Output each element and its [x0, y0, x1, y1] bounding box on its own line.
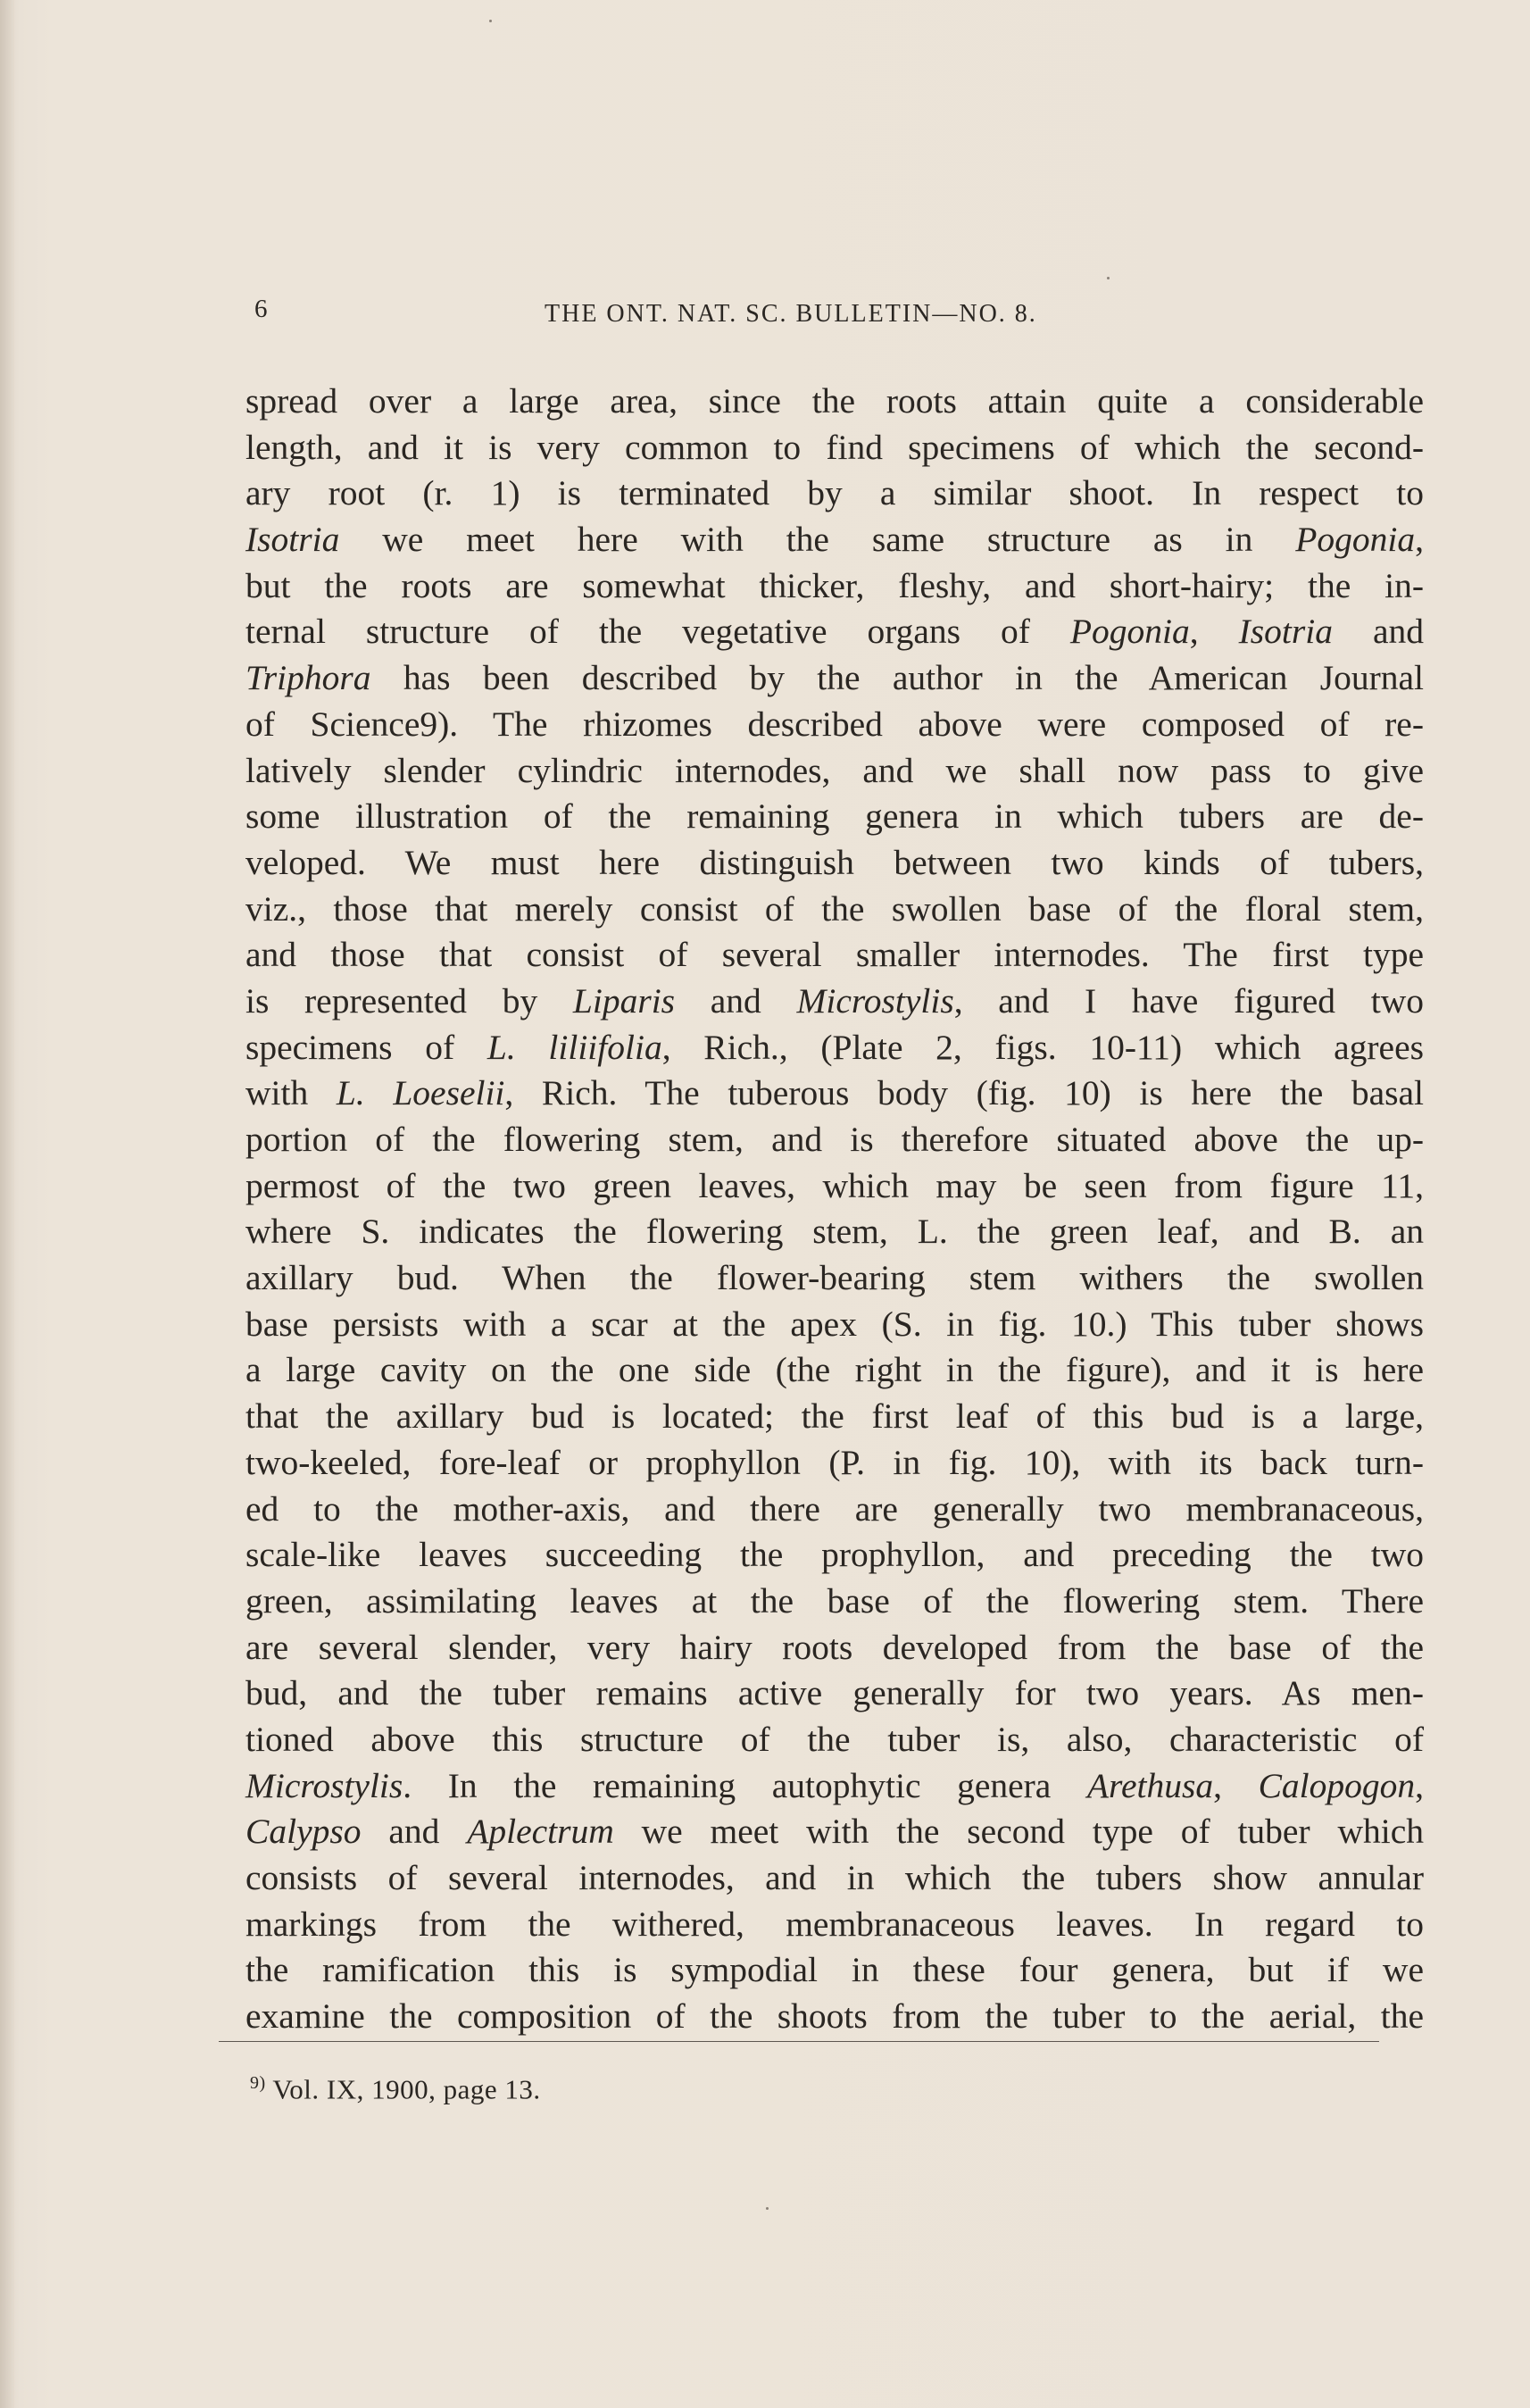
text-line: some illustration of the remaining genera in which tubers are de- — [245, 796, 1424, 837]
text-line: Isotria we meet here with the same structure as in Pogonia, — [245, 520, 1424, 560]
paper-speck — [489, 20, 492, 22]
text-line: where S. indicates the flowering stem, L. the green leaf, and B. an — [245, 1212, 1424, 1252]
text-line: but the roots are somewhat thicker, fleshy, and short-hairy; the in- — [245, 565, 1424, 605]
text-line: permost of the two green leaves, which may be seen from figure 11, — [245, 1165, 1424, 1205]
text-line: are several slender, very hairy roots developed from the base of the — [245, 1627, 1424, 1667]
text-line: veloped. We must here distinguish between two kinds of tubers, — [245, 842, 1424, 882]
text-line: length, and it is very common to find specimens of which the second- — [245, 427, 1424, 467]
text-line: the ramification this is sympodial in these four genera, but if we — [245, 1950, 1424, 1990]
text-line: green, assimilating leaves at the base of the flowering stem. There — [245, 1580, 1424, 1621]
running-head — [254, 295, 1192, 339]
journal-title: THE ONT. NAT. SC. BULLETIN—NO. 8. — [545, 300, 1037, 328]
text-line: base persists with a scar at the apex (S. in fig. 10.) This tuber shows — [245, 1304, 1424, 1344]
footnote — [250, 2073, 541, 2105]
text-line: bud, and the tuber remains active generally for two years. As men- — [245, 1673, 1424, 1713]
text-line: two-keeled, fore-leaf or prophyllon (P. in fig. 10), with its back turn- — [245, 1442, 1424, 1482]
text-line: with L. Loeselii, Rich. The tuberous body (fig. 10) is here the basal — [245, 1073, 1425, 1113]
text-line: Triphora has been described by the author in the American Journal — [245, 658, 1424, 698]
paper-speck — [1107, 277, 1110, 279]
text-line: is represented by Liparis and Microstylis, and I have figured two — [245, 980, 1424, 1021]
page-number: 6 — [254, 295, 268, 323]
footnote-rule — [219, 2041, 1379, 2042]
text-line: ed to the mother-axis, and there are generally two membranaceous, — [245, 1488, 1424, 1529]
text-line: markings from the withered, membranaceous leaves. In regard to — [245, 1904, 1424, 1944]
body-text — [245, 379, 1424, 2040]
text-line: Microstylis. In the remaining autophytic genera Arethusa, Calopogon, — [245, 1765, 1425, 1805]
text-line: viz., those that merely consist of the swollen base of the floral stem, — [245, 888, 1424, 929]
text-line: a large cavity on the one side (the right in the figure), and it is here — [245, 1350, 1424, 1390]
text-line: scale-like leaves succeeding the prophyllon, and preceding the two — [245, 1535, 1424, 1575]
text-line: ternal structure of the vegetative organs of Pogonia, Isotria and — [245, 612, 1424, 652]
text-line: examine the composition of the shoots from the tuber to the aerial, the — [245, 1996, 1424, 2037]
footnote-marker: 9) — [250, 2073, 266, 2093]
text-line: spread over a large area, since the roots attain quite a considerable — [245, 381, 1424, 421]
text-line: and those that consist of several smaller internodes. The first type — [245, 935, 1424, 975]
footnote-text: Vol. IX, 1900, page 13. — [272, 2073, 541, 2105]
text-line: tioned above this structure of the tuber is, also, characteristic of — [245, 1719, 1424, 1759]
paper-speck — [766, 2207, 769, 2210]
text-line: ary root (r. 1) is terminated by a similar shoot. In respect to — [245, 473, 1424, 513]
text-line: latively slender cylindric internodes, and we shall now pass to give — [245, 750, 1424, 790]
text-line: that the axillary bud is located; the first leaf of this bud is a large, — [245, 1396, 1424, 1437]
text-line: portion of the flowering stem, and is therefore situated above the up- — [245, 1120, 1424, 1159]
text-line: axillary bud. When the flower-bearing stem withers the swollen — [245, 1258, 1424, 1298]
text-line: of Science9). The rhizomes described above were composed of re- — [245, 704, 1424, 744]
text-line: specimens of L. liliifolia, Rich., (Plate 2, figs. 10-11) which agrees — [245, 1027, 1424, 1067]
text-line: consists of several internodes, and in which the tubers show annular — [245, 1858, 1424, 1897]
text-line: Calypso and Aplectrum we meet with the second type of tuber which — [245, 1812, 1424, 1852]
page-spine-shadow — [0, 0, 14, 2408]
